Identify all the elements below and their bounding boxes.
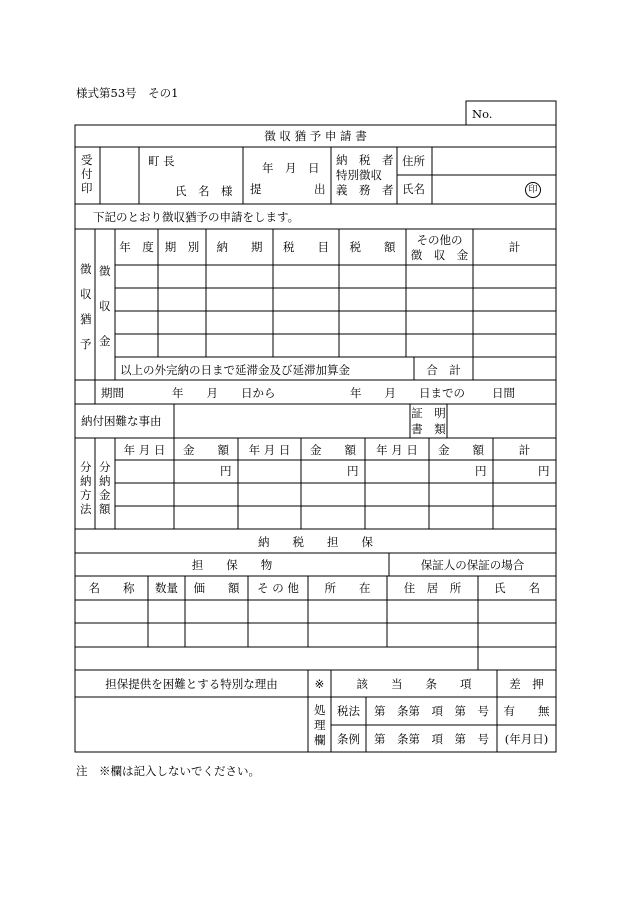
intro-text: 下記のとおり徴収猶予の申請をします。 bbox=[93, 210, 300, 224]
grace-v1: 徴 bbox=[80, 262, 92, 276]
col-tax-item: 税 目 bbox=[283, 240, 329, 254]
tax-law-label: 税法 bbox=[337, 704, 360, 718]
special-reason-label: 担保提供を困難とする特別な理由 bbox=[105, 677, 278, 691]
seal-mark: 印 bbox=[525, 182, 541, 198]
address-label: 住所 bbox=[402, 154, 425, 168]
inst-amount-2: 金 額 bbox=[310, 443, 356, 457]
col-other-1: その他の bbox=[416, 233, 463, 247]
application-date: 年 月 日 bbox=[262, 161, 320, 175]
form-number: 様式第53号 その1 bbox=[76, 86, 179, 100]
col-other-2: 徴 収 金 bbox=[410, 248, 469, 262]
name-honorific: 氏 名 様 bbox=[175, 184, 233, 198]
inst-date-2: 年 月 日 bbox=[248, 443, 291, 457]
grace-v3: 猶 bbox=[80, 312, 92, 326]
col-other: そ の 他 bbox=[257, 581, 299, 595]
col-fiscal-year: 年 度 bbox=[119, 240, 154, 254]
grace-v4: 予 bbox=[80, 337, 92, 351]
uketsuke-1: 受 bbox=[81, 153, 93, 167]
ymd-label: (年月日) bbox=[504, 732, 549, 746]
col-due-date: 納 期 bbox=[216, 240, 263, 254]
col-location: 所 在 bbox=[324, 581, 371, 595]
collateral-property: 担 保 物 bbox=[191, 558, 273, 572]
applicable-clause-label: 該 当 条 項 bbox=[356, 677, 472, 691]
proc-v1: 処 bbox=[314, 703, 326, 717]
seizure-label: 差 押 bbox=[509, 677, 544, 691]
inst-total: 計 bbox=[518, 443, 531, 457]
grace-inner-2: 収 bbox=[99, 299, 111, 313]
guarantor-label: 保証人の保証の場合 bbox=[420, 558, 525, 572]
grand-total-label: 合 計 bbox=[426, 363, 461, 377]
yen-2: 円 bbox=[347, 464, 359, 478]
col-value: 価 額 bbox=[193, 581, 240, 595]
col-quantity: 数量 bbox=[155, 581, 178, 595]
col-period: 期 別 bbox=[164, 240, 200, 254]
inst-amount-3: 金 額 bbox=[438, 443, 484, 457]
inst-v3: 方 bbox=[80, 488, 92, 502]
inst-date-3: 年 月 日 bbox=[376, 443, 418, 457]
uketsuke-2: 付 bbox=[81, 167, 93, 181]
inst-v2: 納 bbox=[80, 474, 92, 488]
town-chief: 町 長 bbox=[148, 154, 175, 168]
uketsuke-3: 印 bbox=[81, 181, 93, 195]
col-residence: 住 居 所 bbox=[403, 581, 462, 595]
form-title: 徴 収 猶 予 申 請 書 bbox=[264, 129, 367, 143]
inst-amount-1: 金 額 bbox=[183, 443, 229, 457]
ordinance-clause: 第 条第 項 第 号 bbox=[374, 732, 489, 746]
name-label: 氏名 bbox=[402, 182, 425, 196]
proc-v3: 欄 bbox=[314, 733, 326, 747]
inst-inner-4: 額 bbox=[99, 502, 111, 516]
yen-1: 円 bbox=[220, 464, 232, 478]
proc-v2: 理 bbox=[314, 718, 326, 732]
proof-2: 書 類 bbox=[411, 422, 446, 436]
inst-v4: 法 bbox=[80, 502, 92, 516]
grace-inner-1: 徴 bbox=[99, 264, 111, 278]
special-collector-2: 義 務 者 bbox=[336, 183, 394, 197]
taxpayer-label: 納 税 者 bbox=[336, 153, 394, 167]
inst-inner-2: 納 bbox=[99, 474, 111, 488]
inst-inner-1: 分 bbox=[99, 460, 111, 474]
tax-law-clause: 第 条第 項 第 号 bbox=[374, 704, 489, 718]
col-tax-amount: 税 額 bbox=[349, 240, 396, 254]
inst-v1: 分 bbox=[80, 460, 92, 474]
col-guarantor-name: 氏 名 bbox=[494, 581, 540, 595]
no-label: No. bbox=[472, 107, 493, 121]
period-label: 期間 bbox=[101, 386, 124, 400]
inst-inner-3: 金 bbox=[99, 488, 111, 502]
grace-v2: 収 bbox=[80, 287, 92, 301]
col-total: 計 bbox=[508, 240, 521, 254]
collateral-title: 納 税 担 保 bbox=[258, 535, 373, 549]
yes-no-label: 有 無 bbox=[503, 704, 550, 718]
yen-3: 円 bbox=[475, 464, 487, 478]
special-collector-1: 特別徴収 bbox=[336, 168, 382, 182]
asterisk-mark: ※ bbox=[314, 677, 325, 691]
submit-label-2: 出 bbox=[314, 182, 326, 196]
yen-4: 円 bbox=[538, 464, 550, 478]
footer-note: 注 ※欄は記入しないでください。 bbox=[76, 764, 260, 778]
late-fee-row: 以上の外完納の日まで延滞金及び延滞加算金 bbox=[120, 363, 350, 377]
inst-date-1: 年 月 日 bbox=[123, 443, 166, 457]
hardship-label: 納付困難な事由 bbox=[81, 414, 162, 428]
submit-label-1: 提 bbox=[250, 182, 262, 196]
period-to: 年 月 日までの bbox=[350, 386, 465, 400]
col-item-name: 名 称 bbox=[88, 581, 135, 595]
proof-1: 証 明 bbox=[411, 406, 446, 420]
period-days: 日間 bbox=[492, 386, 515, 400]
period-from: 年 月 日から bbox=[172, 386, 276, 400]
ordinance-label: 条例 bbox=[337, 732, 360, 746]
grace-inner-3: 金 bbox=[99, 334, 111, 348]
